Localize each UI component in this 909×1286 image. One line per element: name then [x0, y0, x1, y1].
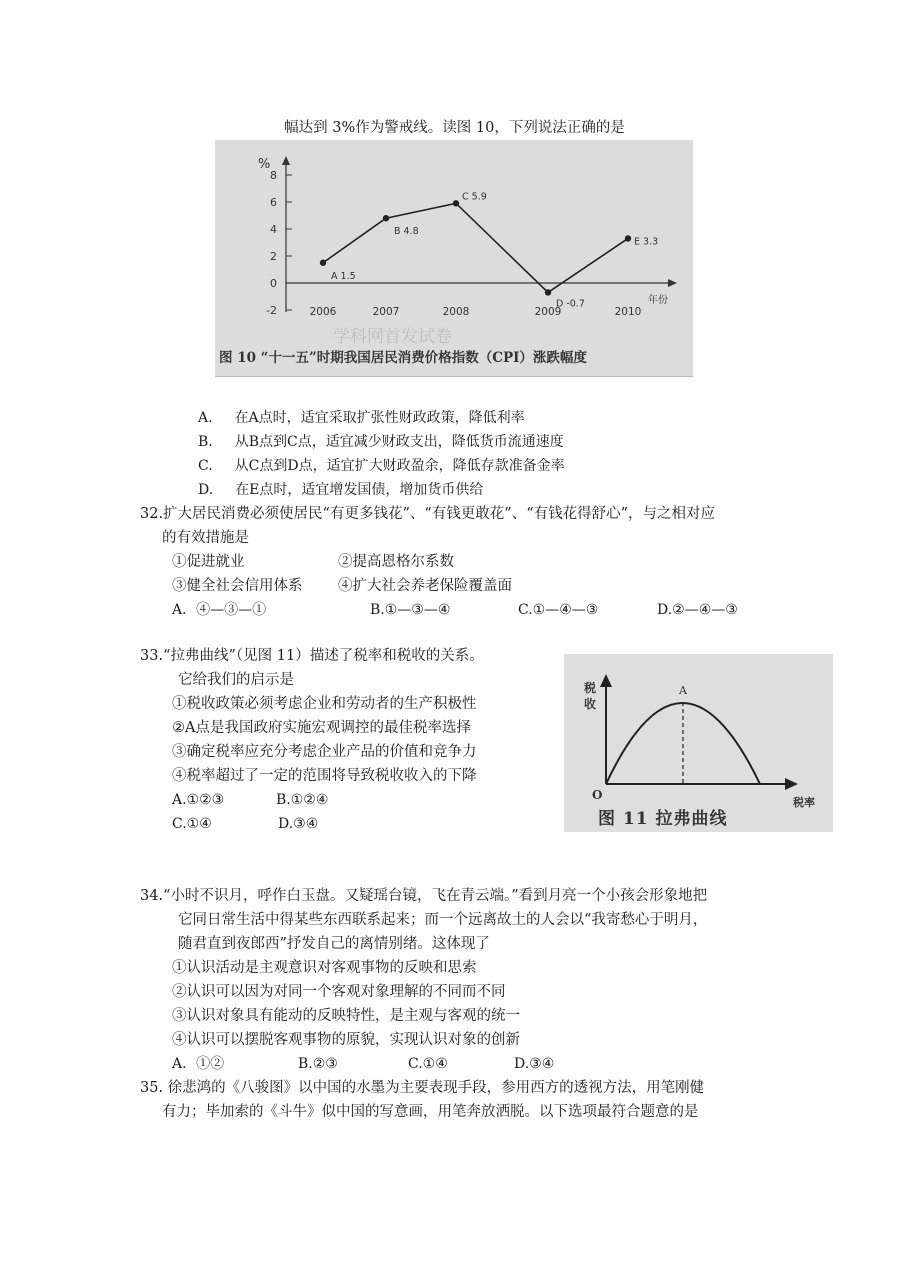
option-text: 在A点时，适宜采取扩张性财政政策，降低利率: [234, 410, 525, 426]
x-unit-label: 年份: [648, 295, 668, 306]
q34-item-2: ②认识可以因为对同一个客观对象理解的不同而不同: [172, 984, 506, 1000]
q32-item-4: ④扩大社会养老保险覆盖面: [338, 578, 512, 594]
q33-choice-b: B.①②④: [276, 792, 329, 808]
q33-item-2: ②A点是我国政府实施宏观调控的最佳税率选择: [172, 720, 471, 736]
cpi-data-point: [453, 200, 459, 206]
q33-stem-line2: 它给我们的启示是: [178, 672, 294, 688]
peak-label: A: [679, 684, 687, 697]
y-tick-label: 4: [270, 223, 277, 236]
y-label-char-1: 税: [584, 681, 597, 695]
figure-11-laffer-curve: [564, 654, 833, 832]
cpi-line-chart: [215, 140, 693, 376]
y-tick-label: 0: [270, 277, 277, 290]
q33-item-3: ③确定税率应充分考虑企业产品的价值和竞争力: [172, 744, 477, 760]
q32-choice-d: D.②—④—③: [657, 602, 738, 618]
watermark-text: 学科网首发试卷: [333, 327, 452, 347]
x-tick-label: 2008: [442, 306, 470, 318]
x-label: 税率: [793, 796, 815, 809]
x-tick-label: 2006: [309, 306, 337, 318]
option-letter: D.: [198, 482, 214, 498]
q33-item-4: ④税率超过了一定的范围将导致税收收入的下降: [172, 768, 477, 784]
origin-label: O: [592, 788, 603, 802]
cpi-point-label: B 4.8: [394, 226, 419, 238]
option-text: 从C点到D点，适宜扩大财政盈余，降低存款准备金率: [234, 458, 565, 474]
q31-option-d: [198, 480, 483, 500]
q34-stem-line2: 它同日常生活中得某些东西联系起来；而一个远离故土的人会以“我寄愁心于明月，: [178, 912, 708, 928]
option-text: 在E点时，适宜增发国债，增加货币供给: [235, 482, 484, 498]
laffer-curve-line: [606, 703, 760, 784]
q34-stem-line1: 34.“小时不识月，呼作白玉盘。又疑瑶台镜，飞在青云端。”看到月亮一个小孩会形象地把: [140, 888, 708, 904]
q34-choice-a: A．①②: [172, 1056, 225, 1072]
q32-choice-a: A．④—③—①: [172, 602, 267, 618]
figure-11-caption: 图 11 拉弗曲线: [598, 809, 728, 829]
y-tick-label: 6: [270, 196, 277, 209]
q32-choice-b: B.①—③—④: [370, 602, 451, 618]
q35-stem-line2: 有力；毕加索的《斗牛》似中国的写意画，用笔奔放洒脱。以下选项最符合题意的是: [162, 1104, 699, 1120]
q34-stem-line3: 随君直到夜郎西”抒发自己的离情别绪。这体现了: [178, 936, 490, 952]
q32-stem-line2: 的有效措施是: [162, 530, 249, 546]
y-tick-label: 2: [270, 250, 277, 263]
option-letter: C.: [198, 458, 213, 474]
q33-choice-d: D.③④: [278, 816, 319, 832]
cpi-data-point: [320, 260, 326, 266]
y-tick-label: 8: [270, 169, 277, 182]
q31-option-b: [198, 432, 564, 452]
x-tick-label: 2009: [534, 306, 562, 318]
q33-choice-a: A.①②③: [172, 792, 225, 808]
cpi-point-label: A 1.5: [331, 270, 356, 282]
cpi-point-label: E 3.3: [634, 236, 659, 248]
x-tick-label: 2010: [614, 306, 642, 318]
q33-choice-c: C.①④: [172, 816, 212, 832]
figure-10-cpi-chart: [215, 140, 693, 377]
q31-option-c: [198, 456, 565, 476]
q32-item-3: ③健全社会信用体系: [172, 578, 303, 594]
q33-stem-line1: 33.“拉弗曲线”（见图 11）描述了税率和税收的关系。: [140, 648, 484, 664]
q34-choice-c: C.①④: [408, 1056, 448, 1072]
y-label-char-2: 收: [584, 697, 597, 711]
q34-item-3: ③认识对象具有能动的反映特性，是主观与客观的统一: [172, 1008, 520, 1024]
question-31-stem: 幅达到 3%作为警戒线。读图 10，下列说法正确的是: [284, 120, 625, 136]
option-letter: A.: [198, 410, 213, 426]
q35-stem-line1: 35. 徐悲鸿的《八骏图》以中国的水墨为主要表现手段，参用西方的透视方法，用笔刚健: [140, 1080, 705, 1096]
y-unit-label: %: [258, 157, 271, 172]
cpi-data-point: [545, 289, 551, 295]
cpi-data-point: [625, 235, 631, 241]
x-tick-label: 2007: [372, 306, 400, 318]
cpi-data-point: [383, 215, 389, 221]
q32-stem-line1: 32.扩大居民消费必须使居民“有更多钱花”、“有钱更敢花”、“有钱花得舒心”，与之相对应: [140, 506, 716, 522]
cpi-series-line: [323, 203, 628, 292]
q33-item-1: ①税收政策必须考虑企业和劳动者的生产积极性: [172, 696, 477, 712]
q32-item-2: ②提高恩格尔系数: [338, 554, 454, 570]
q34-item-4: ④认识可以摆脱客观事物的原貌，实现认识对象的创新: [172, 1032, 520, 1048]
y-tick-label: -2: [266, 304, 277, 317]
cpi-point-label: C 5.9: [462, 191, 487, 203]
cpi-point-label: D -0.7: [556, 298, 585, 310]
option-letter: B.: [198, 434, 213, 450]
q31-option-a: [198, 408, 525, 428]
q34-choice-b: B.②③: [298, 1056, 338, 1072]
q34-choice-d: D.③④: [514, 1056, 555, 1072]
q32-item-1: ①促进就业: [172, 554, 245, 570]
q32-choice-c: C.①—④—③: [518, 602, 599, 618]
q34-item-1: ①认识活动是主观意识对客观事物的反映和思索: [172, 960, 477, 976]
option-text: 从B点到C点，适宜减少财政支出，降低货币流通速度: [234, 434, 564, 450]
figure-10-caption: 图 10 “十一五”时期我国居民消费价格指数（CPI）涨跌幅度: [219, 350, 587, 366]
